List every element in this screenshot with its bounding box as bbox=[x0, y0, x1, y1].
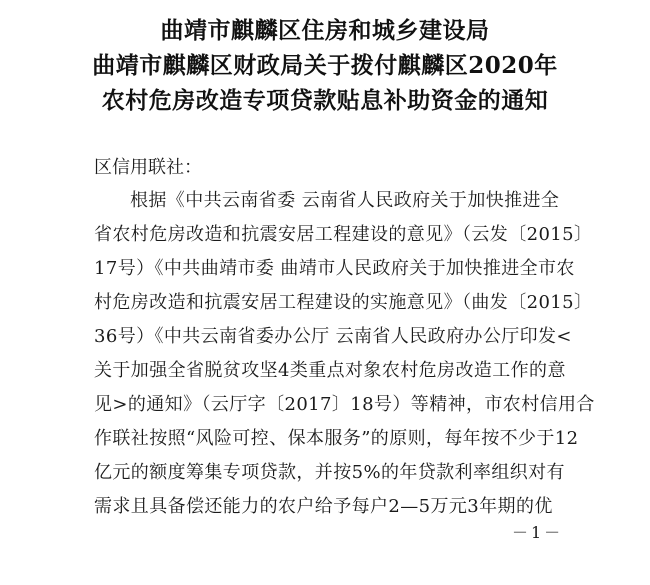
body-line: 需求且具备偿还能力的农户给予每户2—5万元3年期的优 bbox=[94, 496, 553, 517]
page-number: －1－ bbox=[512, 523, 564, 542]
body-line: 关于加强全省脱贫攻坚4类重点对象农村危房改造工作的意 bbox=[94, 360, 566, 381]
body-line: 见>的通知》（云厅字〔2017〕18号）等精神，市农村信用合 bbox=[94, 394, 595, 415]
document-title-line-3: 农村危房改造专项贷款贴息补助资金的通知 bbox=[101, 87, 549, 114]
document-title-line-2: 曲靖市麒麟区财政局关于拨付麒麟区2020年 bbox=[92, 52, 558, 79]
body-line: 亿元的额度筹集专项贷款，并按5%的年贷款利率组织对有 bbox=[94, 462, 565, 483]
addressee: 区信用联社： bbox=[94, 157, 202, 178]
document-title-line-1: 曲靖市麒麟区住房和城乡建设局 bbox=[160, 17, 490, 44]
body-line: 36号）《中共云南省委办公厅 云南省人民政府办公厅印发< bbox=[94, 326, 572, 347]
body-line: 作联社按照“风险可控、保本服务”的原则，每年按不少于12 bbox=[94, 428, 579, 449]
body-line: 村危房改造和抗震安居工程建设的实施意见》（曲发〔2015〕 bbox=[94, 292, 593, 313]
body-line: 根据《中共云南省委 云南省人民政府关于加快推进全 bbox=[130, 190, 560, 211]
body-line: 省农村危房改造和抗震安居工程建设的意见》（云发〔2015〕 bbox=[94, 224, 593, 245]
body-line: 17号）《中共曲靖市委 曲靖市人民政府关于加快推进全市农 bbox=[94, 258, 575, 279]
